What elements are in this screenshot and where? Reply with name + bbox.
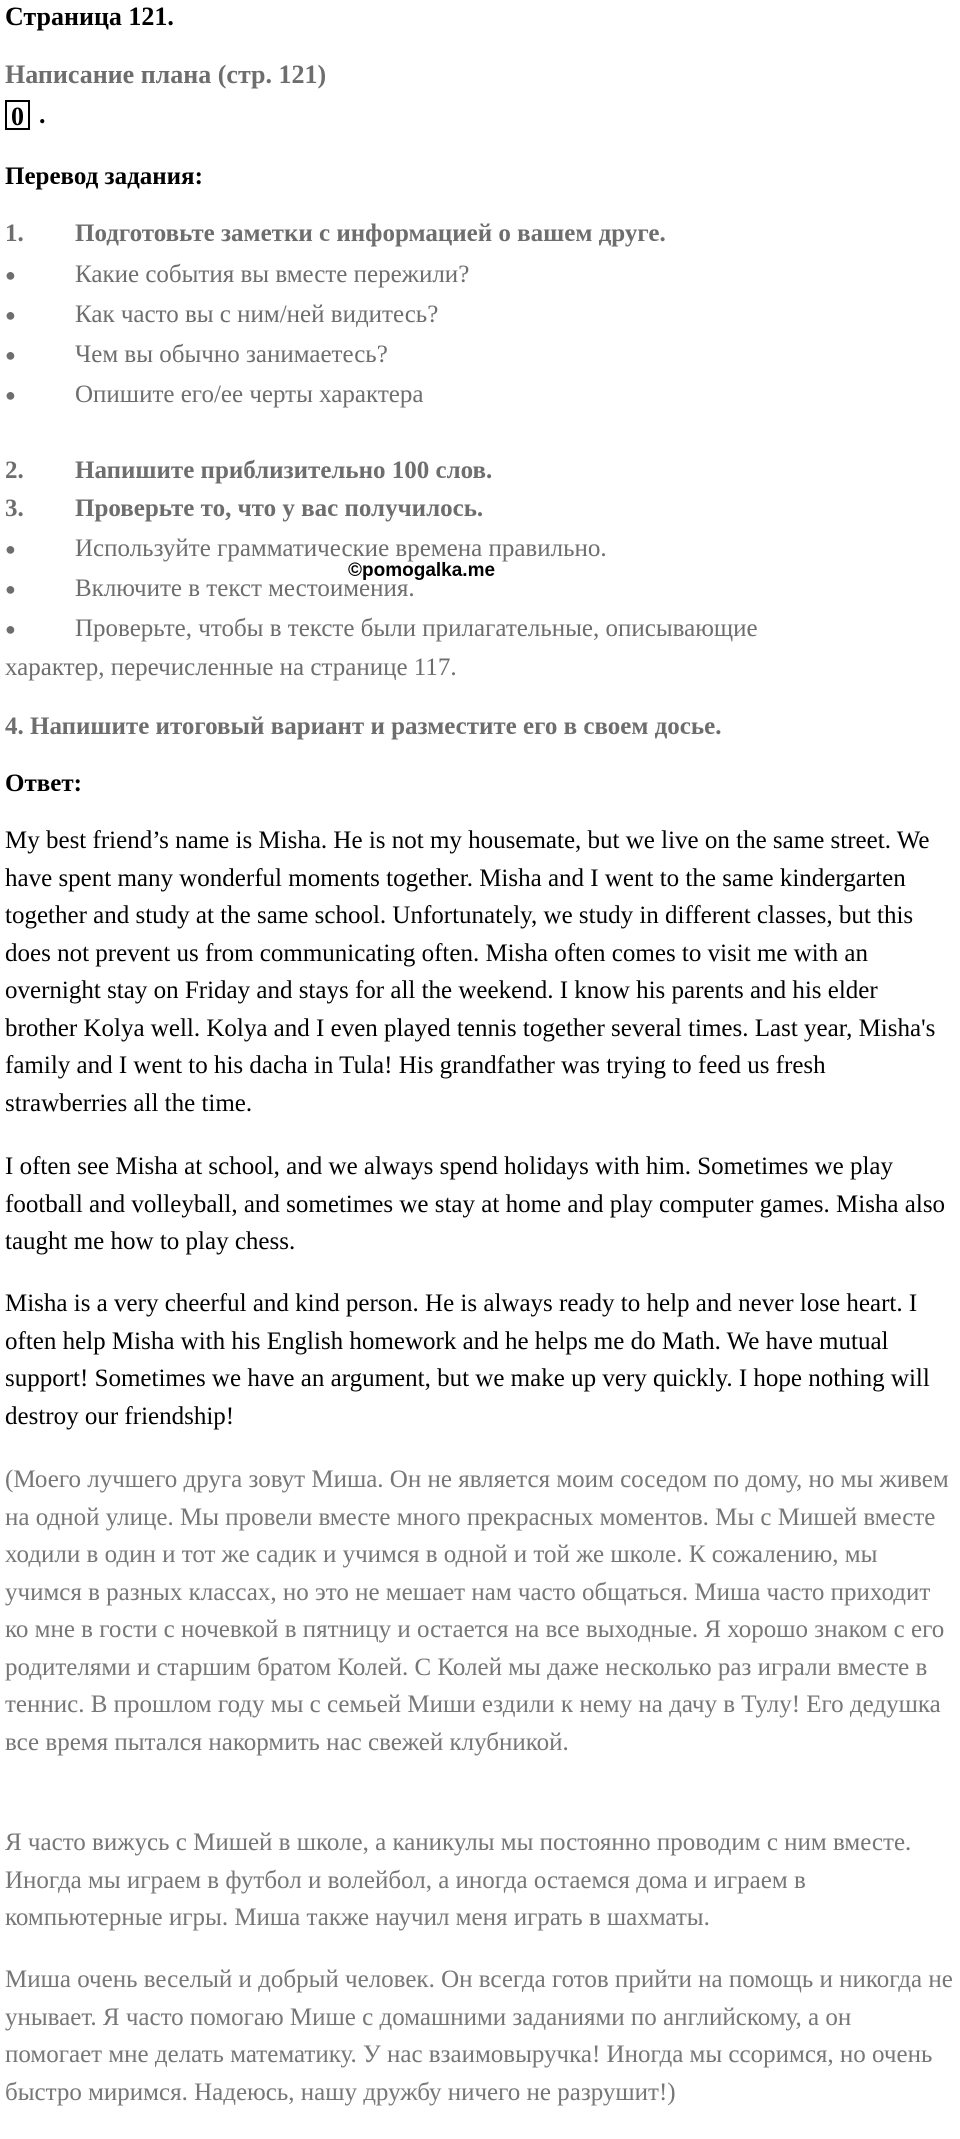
task-number-box: 0: [5, 100, 30, 130]
page-title: Страница 121.: [5, 2, 174, 31]
bullet-continuation: характер, перечисленные на странице 117.: [5, 654, 457, 681]
translation-heading: Перевод задания:: [5, 163, 203, 190]
section-subtitle: Написание плана (стр. 121): [5, 60, 327, 89]
bullet-icon: ●: [5, 385, 16, 405]
bullet-icon: ●: [5, 345, 16, 365]
numbered-item-4: 4. Напишите итоговый вариант и разместите его в своем досье.: [5, 713, 722, 740]
bullet-text: Какие события вы вместе пережили?: [75, 261, 470, 288]
bullet-icon: ●: [5, 579, 16, 599]
item-text: Напишите приблизительно 100 слов.: [75, 457, 493, 484]
answer-paragraph-en-1: My best friend’s name is Misha. He is not my housemate, but we live on the same street. We have spent many wonderful moments together. Misha and I went to the same kindergarten together and study at the same school. Unfortunately, we study in different classes, but this does not prevent us from communicating often. Misha often comes to visit me with an overnight stay on Friday and stays for all the weekend. I know his parents and his elder brother Kolya well. Kolya and I even played tennis together several times. Last year, Misha's family and I went to his dacha in Tula! His grandfather was trying to feed us fresh strawberries all the time.: [5, 827, 936, 1117]
answer-paragraph-ru-3: Миша очень веселый и добрый человек. Он всегда готов прийти на помощь и никогда не унывает. Я часто помогаю Мише с домашними заданиями по английскому, а он помогает мне делать математику. У нас взаимовыручка! Иногда мы ссоримся, но очень быстро миримся. Надеюсь, нашу дружбу ничего не разрушит!): [5, 1966, 953, 2106]
bullet-icon: ●: [5, 619, 16, 639]
answer-paragraph-en-2: I often see Misha at school, and we always spend holidays with him. Sometimes we play football and volleyball, and sometimes we stay at home and play computer games. Misha also taught me how to play chess.: [5, 1153, 946, 1255]
item-number: 3.: [5, 495, 24, 522]
item-text: Проверьте то, что у вас получилось.: [75, 495, 484, 522]
item-text: Подготовьте заметки с информацией о вашем друге.: [75, 220, 666, 247]
bullet-text: Чем вы обычно занимаетесь?: [75, 341, 388, 368]
bullet-text: Используйте грамматические времена правильно.: [75, 535, 607, 562]
watermark: ©pomogalka.me: [348, 560, 496, 581]
answer-paragraph-en-3: Misha is a very cheerful and kind person. He is always ready to help and never lose heart. I often help Misha with his English homework and he helps me do Math. We have mutual support! Sometimes we have an argument, but we make up very quickly. I hope nothing will destroy our friendship!: [5, 1290, 930, 1430]
answer-paragraph-ru-2: Я часто вижусь с Мишей в школе, а каникулы мы постоянно проводим с ним вместе. Иногда мы играем в футбол и волейбол, а иногда остаемся дома и играем в компьютерные игры. Миша также научил меня играть в шахматы.: [5, 1829, 912, 1931]
bullet-text: Включите в текст местоимения.: [75, 575, 415, 602]
bullet-text: Проверьте, чтобы в тексте были прилагательные, описывающие: [75, 615, 758, 642]
item-number: 2.: [5, 457, 24, 484]
bullet-icon: ●: [5, 539, 16, 559]
answer-heading: Ответ:: [5, 770, 82, 797]
item-number: 1.: [5, 220, 24, 247]
bullet-icon: ●: [5, 265, 16, 285]
bullet-text: Опишите его/ее черты характера: [75, 381, 424, 408]
task-number-dot: .: [39, 100, 46, 129]
answer-paragraph-ru-1: (Моего лучшего друга зовут Миша. Он не является моим соседом по дому, но мы живем на одной улице. Мы провели вместе много прекрасных моментов. Мы с Мишей вместе ходили в один и тот же садик и учимся в одной и той же школе. К сожалению, мы учимся в разных классах, но это не мешает нам часто общаться. Миша часто приходит ко мне в гости с ночевкой в пятницу и остается на все выходные. Я хорошо знаком с его родителями и старшим братом Колей. С Колей мы даже несколько раз играли вместе в теннис. В прошлом году мы с семьей Миши ездили к нему на дачу в Тулу! Его дедушка все время пытался накормить нас свежей клубникой.: [5, 1466, 949, 1756]
bullet-icon: ●: [5, 305, 16, 325]
bullet-text: Как часто вы с ним/ней видитесь?: [75, 301, 439, 328]
